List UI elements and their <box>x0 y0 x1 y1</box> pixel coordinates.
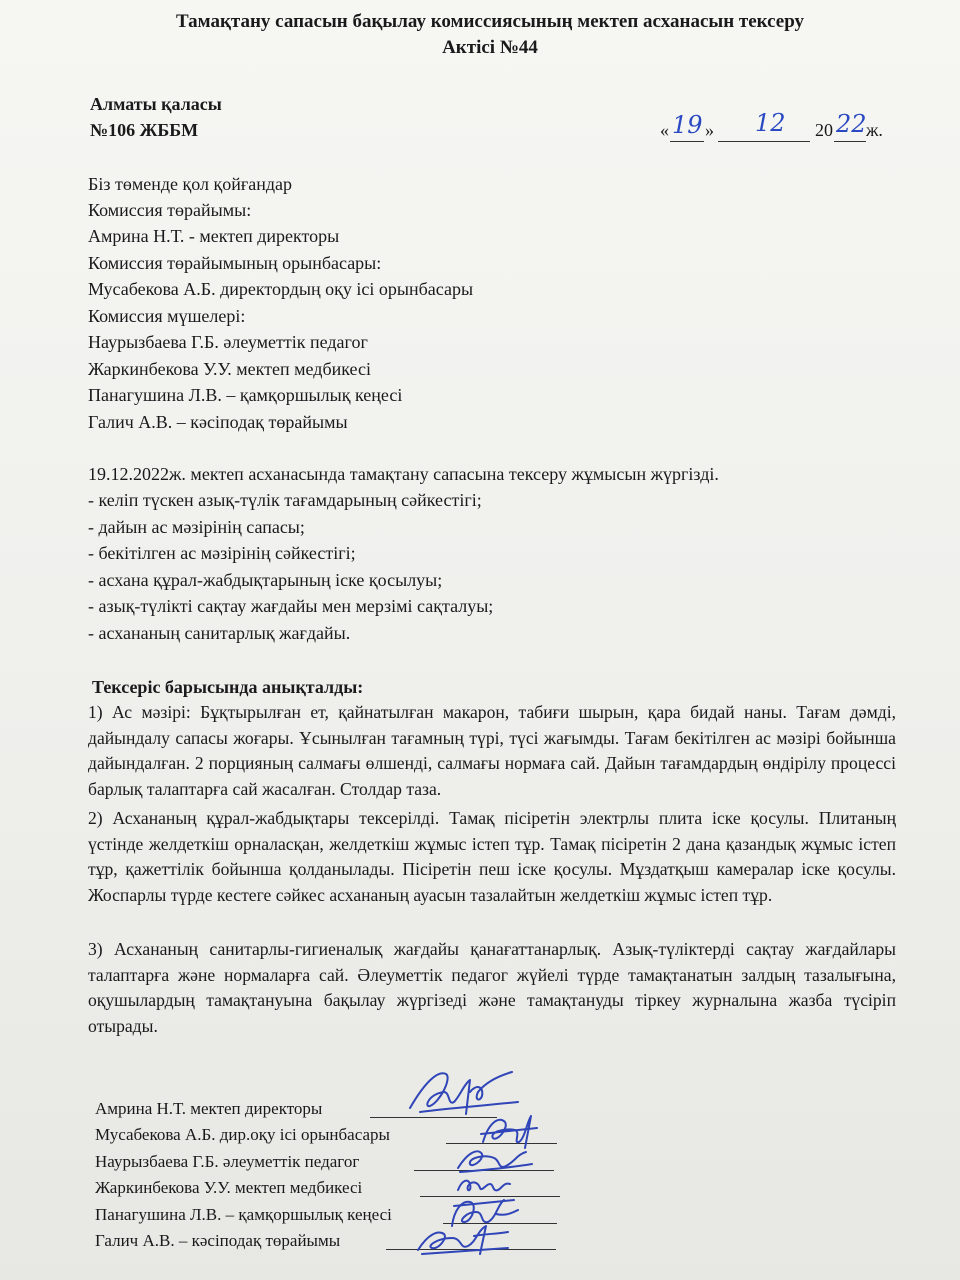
member-item: Галич А.В. – кәсіподақ төрайымы <box>88 412 348 432</box>
chair-label: Комиссия төрайымы: <box>88 200 252 220</box>
inspection-item: - келіп түскен азық-түлік тағамдарының сәйкестігі; <box>88 490 482 510</box>
signature-6-icon <box>408 1220 518 1260</box>
school-name: №106 ЖББМ <box>90 120 199 140</box>
act-number: Актісі №44 <box>442 37 538 58</box>
finding-paragraph-3: 3) Асхананың санитарлы-гигиеналық жағдайы қанағаттанарлық. Азық-түліктерді сақтау жағдайлары талаптарға және нормаларға сай. Әлеуметтік педагог жүйелі түрде тамақтанатын залдың тазалығына, оқушылардың тамақтануына бақылау жүргізеді және тамақтануды тіркеу журналына жазба түсіріп отырады. <box>88 939 896 1036</box>
member-item: Наурызбаева Г.Б. әлеуметтік педагог <box>88 332 368 352</box>
inspection-intro: 19.12.2022ж. мектеп асханасында тамақтану сапасына тексеру жұмысын жүргізді. <box>88 464 719 484</box>
intro-text: Біз төменде қол қойғандар <box>88 174 292 194</box>
document-page: Тамақтану сапасын бақылау комиссиясының мектеп асханасын тексеру Актісі №44 Алматы қаласы №106 ЖББМ « 19 » 12 20 22 ж. Біз төменде қол қойғандар Комиссия төрайымы: Амрина Н.Т. - мектеп директоры Комиссия төрайымының орынбасары: Мусабекова А.Б. директордың оқу ісі орынбасары Комиссия мүшелері: Наурызбаева Г.Б. әлеуметтік педагог Жаркинбекова У.У. мектеп медбикесі Панагушина Л.В. – қамқоршылық кеңесі Галич А.В. – кәсіподақ төрайымы 19.12.2022ж. мектеп асханасында тамақтану сапасына тексеру жұмысын жүргізді. - келіп түскен азық-түлік тағамдарының сәйкестігі; - дайын ас мәзірінің сапасы; - бекітілген ас мәзірінің сәйкестігі; - асхана құрал-жабдықтарының іске қосылуы; - азық-түлікті сақтау жағдайы мен мерзімі сақталуы; - асхананың санитарлық жағдайы. Тексеріс барысында анықталды: 1) Ас мәзірі: Бұқтырылған ет, қайнатылған макарон, табиғи шырын, қара бидай наны. Тағам дәмді, дайындалу сапасы жоғары. Ұсынылған тағамның түрі, түсі жағымды. Тағам бекітілген ас мәзірі бойынша дайындалған. 2 порцияның салмағы өлшенді, салмағы нормаға сай. Дайын тағамдардың өндірілу процессі барлық талаптарға сай жасалған. Столдар таза. 2) Асхананың құрал-жабдықтары тексерілді. Тамақ пісіретін электрлы плита іске қосулы. Плитаның үстінде желдеткіш орналасқан, желдеткіш жұмыс істеп тұр. Тамақ пісіретін 2 дана қазандық жұмыс істеп тұр, қажеттілік бойынша қолданылады. Пісіретін пеш іске қосулы. Мұздатқыш камералар іске қосулы. Жоспарлы түрде кестеге сәйкес асхананың ауасын тазалайтын желдеткіш жұмыс істеп тұр. 3) Асхананың санитарлы-гигиеналық жағдайы қанағаттанарлық. Азық-түліктерді сақтау жағдайлары талаптарға және нормаларға сай. Әлеуметтік педагог жүйелі түрде тамақтанатын залдың тазалығына, оқушылардың тамақтануына бақылау жүргізеді және тамақтануды тіркеу журналына жазба түсіріп отырады. Амрина Н.Т. мектеп директоры Мусабекова А.Б. дир.оқу ісі орынбасары Наурызбаева Г.Б. әлеуметтік педагог Жаркинбекова У.У. мектеп медбикесі Панагушина Л.В. – қамқоршылық кеңесі Галич А.В. – кәсіподақ төрайымы <box>0 0 960 1280</box>
deputy-label: Комиссия төрайымының орынбасары: <box>88 253 382 273</box>
city: Алматы қаласы <box>90 94 222 114</box>
signatory-name: Мусабекова А.Б. дир.оқу ісі орынбасары <box>95 1125 390 1144</box>
date-month: 12 <box>755 109 786 137</box>
document-title: Тамақтану сапасын бақылау комиссиясының мектеп асханасын тексеру <box>175 11 805 32</box>
members-label: Комиссия мүшелері: <box>88 306 246 326</box>
inspection-item: - дайын ас мәзірінің сапасы; <box>88 517 305 537</box>
finding-paragraph-1: 1) Ас мәзірі: Бұқтырылған ет, қайнатылған макарон, табиғи шырын, қара бидай наны. Тағам дәмді, дайындалу сапасы жоғары. Ұсынылған тағамның түрі, түсі жағымды. Тағам бекітілген ас мәзірі бойынша дайындалған. 2 порцияның салмағы өлшенді, салмағы нормаға сай. Дайын тағамдардың өндірілу процессі барлық талаптарға сай жасалған. Столдар таза. <box>88 702 896 799</box>
finding-paragraph-2: 2) Асхананың құрал-жабдықтары тексерілді. Тамақ пісіретін электрлы плита іске қосулы. Плитаның үстінде желдеткіш орналасқан, желдеткіш жұмыс істеп тұр. Тамақ пісіретін 2 дана қазандық жұмыс істеп тұр, қажеттілік бойынша қолданылады. Пісіретін пеш іске қосулы. Мұздатқыш камералар іске қосулы. Жоспарлы түрде кестеге сәйкес асхананың ауасын тазалайтын желдеткіш жұмыс істеп тұр. <box>88 808 896 905</box>
member-item: Жаркинбекова У.У. мектеп медбикесі <box>88 359 371 379</box>
inspection-item: - азық-түлікті сақтау жағдайы мен мерзімі сақталуы; <box>88 596 494 616</box>
inspection-item: - асхананың санитарлық жағдайы. <box>88 623 351 643</box>
member-item: Панагушина Л.В. – қамқоршылық кеңесі <box>88 385 403 405</box>
signatory-name: Амрина Н.Т. мектеп директоры <box>95 1099 323 1118</box>
findings-heading: Тексеріс барысында анықталды: <box>92 677 364 697</box>
deputy-name: Мусабекова А.Б. директордың оқу ісі орынбасары <box>88 279 474 299</box>
inspection-item: - бекітілген ас мәзірінің сәйкестігі; <box>88 543 356 563</box>
inspection-item: - асхана құрал-жабдықтарының іске қосылуы; <box>88 570 443 590</box>
signatory-name: Жаркинбекова У.У. мектеп медбикесі <box>95 1178 363 1197</box>
signatory-name: Панагушина Л.В. – қамқоршылық кеңесі <box>95 1205 392 1224</box>
date-year: 22 <box>836 110 867 138</box>
signatory-name: Наурызбаева Г.Б. әлеуметтік педагог <box>95 1152 360 1171</box>
chair-name: Амрина Н.Т. - мектеп директоры <box>88 226 340 246</box>
date-day: 19 <box>672 111 703 139</box>
signatory-name: Галич А.В. – кәсіподақ төрайымы <box>95 1231 341 1250</box>
